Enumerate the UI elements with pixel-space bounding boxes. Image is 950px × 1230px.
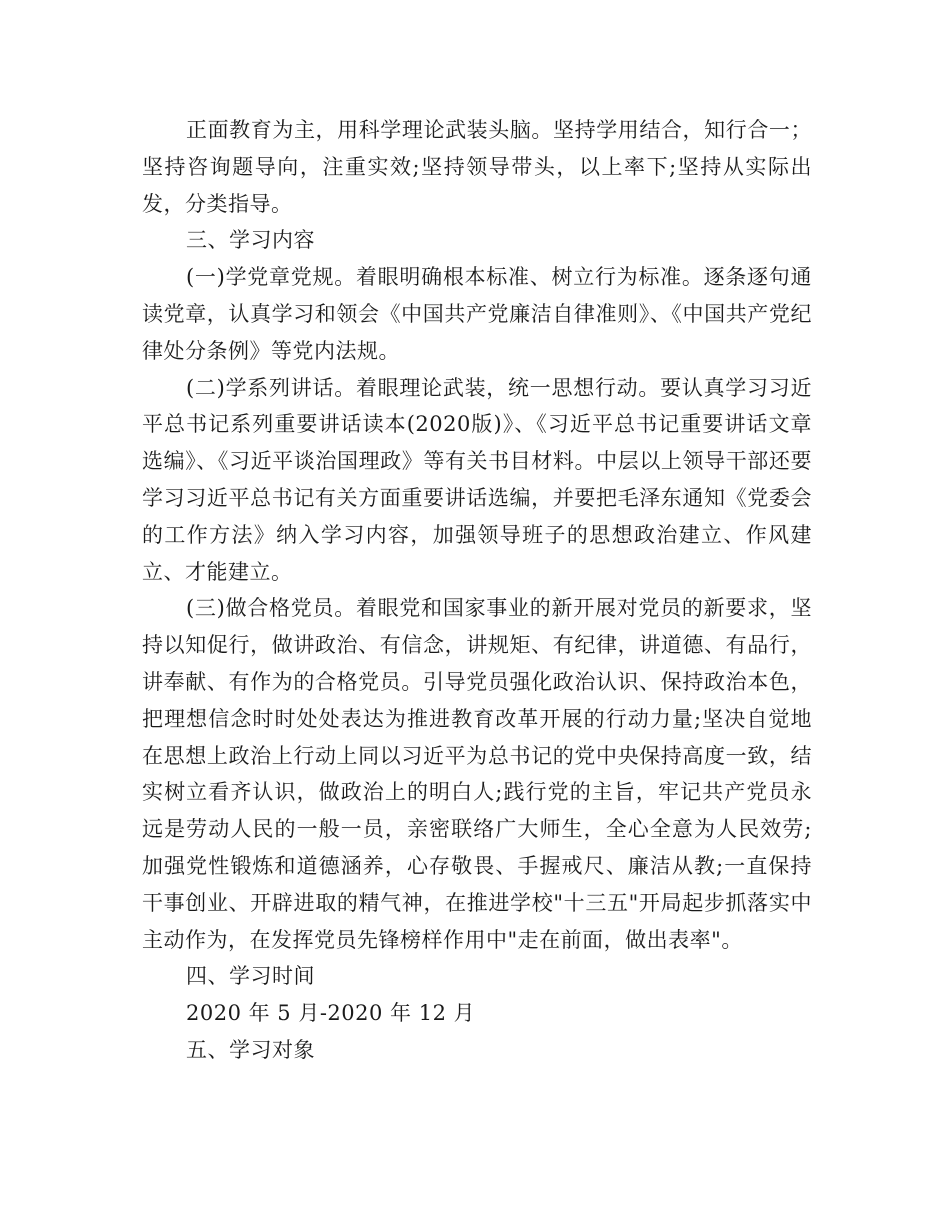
paragraph-qualified-member: (三)做合格党员。着眼党和国家事业的新开展对党员的新要求，坚持以知促行，做讲政治、有信念，讲规矩、有纪律，讲道德、有品行，讲奉献、有作为的合格党员。引导党员强化政治认识、保持政治本色，把理想信念时时处处表达为推进教育改革开展的行动力量;坚决自觉地在思想上政治上行动上同以习近平为总书记的党中央保持高度一致，结实树立看齐认识，做政治上的明白人;践行党的主旨，牢记共产党员永远是劳动人民的一般一员，亲密联络广大师生，全心全意为人民效劳;加强党性锻炼和道德涵养，心存敬畏、手握戒尺、廉洁从教;一直保持干事创业、开辟进取的精气神，在推进学校"十三五"开局起步抓落实中主动作为，在发挥党员先锋榜样作用中"走在前面，做出表率"。: [142, 596, 812, 952]
study-time-range: 2020 年 5 月-2020 年 12 月: [186, 1001, 476, 1026]
document-body: [142, 112, 812, 1069]
section-heading-study-content: 三、学习内容: [186, 228, 315, 253]
section-heading-study-time: 四、学习时间: [186, 964, 315, 989]
paragraph-series-speeches: (二)学系列讲话。着眼理论武装，统一思想行动。要认真学习习近平总书记系列重要讲话读本(2020版)》、《习近平总书记重要讲话文章选编》、《习近平谈治国理政》等有关书目材料。中层以上领导干部还要学习习近平总书记有关方面重要讲话选编，并要把毛泽东通知《党委会的工作方法》纳入学习内容，加强领导班子的思想政治建立、作风建立、才能建立。: [142, 375, 812, 584]
paragraph-principles: 正面教育为主，用科学理论武装头脑。坚持学用结合，知行合一；坚持咨询题导向，注重实效;坚持领导带头，以上率下;坚持从实际出发，分类指导。: [142, 118, 812, 216]
paragraph-party-constitution: (一)学党章党规。着眼明确根本标准、树立行为标准。逐条逐句通读党章，认真学习和领会《中国共产党廉洁自律准则》、《中国共产党纪律处分条例》等党内法规。: [142, 265, 812, 363]
section-heading-study-target: 五、学习对象: [186, 1037, 315, 1062]
